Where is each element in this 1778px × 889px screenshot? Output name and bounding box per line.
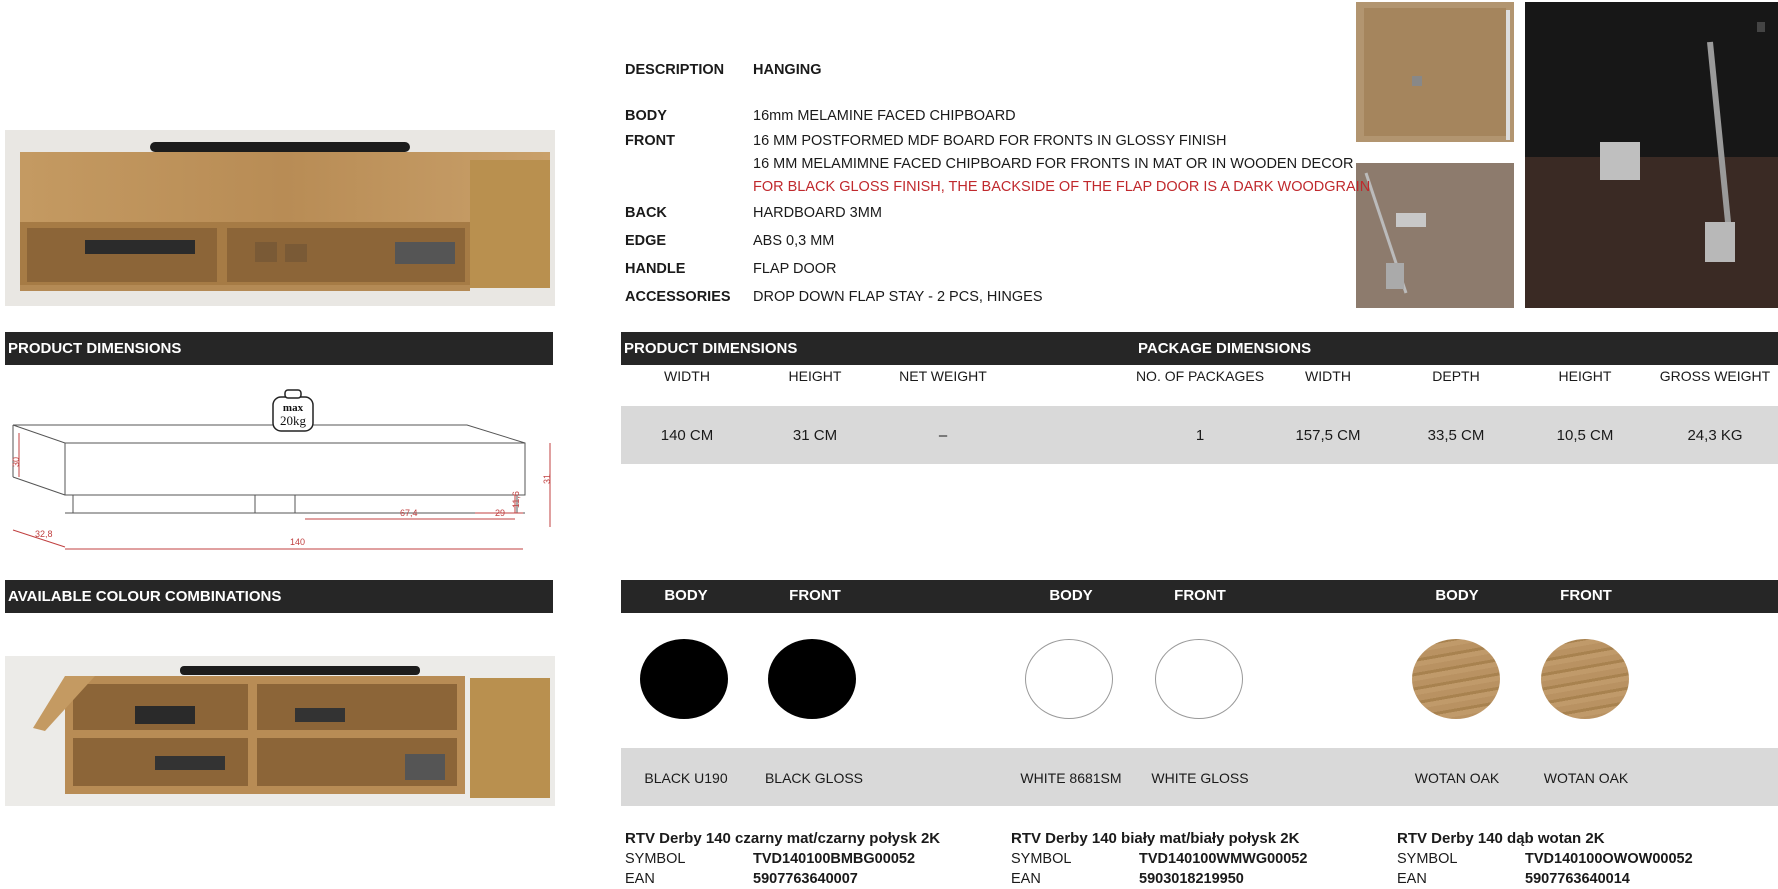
swatch-white-gloss xyxy=(1155,639,1243,719)
colour-name-white-8681sm: WHITE 8681SM xyxy=(1020,770,1122,786)
max-load-badge xyxy=(273,390,313,431)
variant-1-ean-label: EAN xyxy=(625,871,655,887)
col-header-height: HEIGHT xyxy=(788,368,842,384)
dim-label-67-4: 67,4 xyxy=(400,508,418,518)
dimensions-bar xyxy=(621,332,1778,365)
variant-3-ean-label: EAN xyxy=(1397,871,1427,887)
package-dimensions-heading: PACKAGE DIMENSIONS xyxy=(1138,340,1312,357)
col-header-packages: NO. OF PACKAGES xyxy=(1135,368,1265,384)
spec-key-handle: HANDLE xyxy=(625,261,686,277)
spec-key-description: DESCRIPTION xyxy=(625,62,725,78)
technical-drawing xyxy=(5,385,555,555)
swatch-wotan-oak-front xyxy=(1541,639,1629,719)
spec-value-edge: ABS 0,3 MM xyxy=(753,233,835,249)
col-header-pkg-width: WIDTH xyxy=(1305,368,1351,384)
dim-label-29: 29 xyxy=(495,508,506,518)
value-pkg-depth: 33,5 CM xyxy=(1427,427,1485,444)
max-badge-text: max xyxy=(282,402,304,414)
spec-key-front: FRONT xyxy=(625,133,675,149)
dim-label-31: 31 xyxy=(542,473,552,484)
detail-photo-hinge xyxy=(1525,2,1778,308)
dim-label-32-8: 32,8 xyxy=(35,529,53,539)
spec-value-body: 16mm MELAMINE FACED CHIPBOARD xyxy=(753,108,1016,124)
spec-value-front: 16 MM POSTFORMED MDF BOARD FOR FRONTS IN GLOSSY FINISH xyxy=(753,133,1227,149)
colour-name-black-gloss: BLACK GLOSS xyxy=(764,770,864,786)
variant-1-ean: 5907763640007 xyxy=(753,871,858,887)
spec-key-edge: EDGE xyxy=(625,233,667,249)
col-header-net-weight: NET WEIGHT xyxy=(899,368,987,384)
variant-3-ean: 5907763640014 xyxy=(1525,871,1630,887)
variant-3-symbol-label: SYMBOL xyxy=(1397,851,1458,867)
spec-key-accessories: ACCESSORIES xyxy=(625,289,731,305)
swatch-wotan-oak-body xyxy=(1412,639,1500,719)
variant-3-title: RTV Derby 140 dąb wotan 2K xyxy=(1397,830,1605,847)
colour-header-front-3: FRONT xyxy=(1560,587,1612,604)
variant-1-title: RTV Derby 140 czarny mat/czarny połysk 2K xyxy=(625,830,941,847)
value-net-weight: – xyxy=(938,427,948,444)
spec-key-body: BODY xyxy=(625,108,667,124)
variant-2-ean: 5903018219950 xyxy=(1139,871,1244,887)
swatch-black-gloss xyxy=(768,639,856,719)
colour-name-wotan-oak-body: WOTAN OAK xyxy=(1414,770,1500,786)
colour-header-front-2: FRONT xyxy=(1174,587,1226,604)
product-photo-closed xyxy=(5,130,555,306)
col-header-pkg-depth: DEPTH xyxy=(1432,368,1480,384)
dim-label-140: 140 xyxy=(290,537,306,547)
colour-name-wotan-oak-front: WOTAN OAK xyxy=(1543,770,1629,786)
variant-1-symbol-label: SYMBOL xyxy=(625,851,686,867)
product-photo-open xyxy=(5,656,555,806)
dim-label-30: 30 xyxy=(11,456,21,467)
spec-value-back: HARDBOARD 3MM xyxy=(753,205,882,221)
value-width: 140 CM xyxy=(660,427,714,444)
value-gross-weight: 24,3 KG xyxy=(1687,427,1743,444)
spec-front-note: FOR BLACK GLOSS FINISH, THE BACKSIDE OF THE FLAP DOOR IS A DARK WOODGRAIN xyxy=(753,179,1371,195)
colour-name-black-u190: BLACK U190 xyxy=(644,770,728,786)
spec-value-front-2: 16 MM MELAMIMNE FACED CHIPBOARD FOR FRONTS IN MAT OR IN WOODEN DECOR xyxy=(753,156,1354,172)
detail-photo-flap-stay xyxy=(1356,163,1514,308)
variant-2-symbol-label: SYMBOL xyxy=(1011,851,1072,867)
colour-name-white-gloss: WHITE GLOSS xyxy=(1151,770,1249,786)
colour-header-body-1: BODY xyxy=(664,587,708,604)
dim-label-11-6: 11,6 xyxy=(511,491,521,508)
value-pkg-height: 10,5 CM xyxy=(1556,427,1614,444)
spec-key-back: BACK xyxy=(625,205,667,221)
max-badge-weight: 20kg xyxy=(280,413,306,428)
col-header-pkg-height: HEIGHT xyxy=(1558,368,1612,384)
detail-photo-flap-back xyxy=(1356,2,1514,142)
swatch-white-8681sm xyxy=(1025,639,1113,719)
available-colours-heading: AVAILABLE COLOUR COMBINATIONS xyxy=(5,580,553,613)
colour-header-body-2: BODY xyxy=(1049,587,1093,604)
variant-2-symbol: TVD140100WMWG00052 xyxy=(1139,851,1308,867)
value-pkg-width: 157,5 CM xyxy=(1295,427,1361,444)
spec-value-handle: FLAP DOOR xyxy=(753,261,837,277)
value-height: 31 CM xyxy=(792,427,838,444)
variant-3-symbol: TVD140100OWOW00052 xyxy=(1525,851,1693,867)
col-header-width: WIDTH xyxy=(664,368,710,384)
spec-value-description: HANGING xyxy=(753,62,822,78)
col-header-gross-weight: GROSS WEIGHT xyxy=(1659,368,1771,384)
colour-header-body-3: BODY xyxy=(1435,587,1479,604)
product-dimensions-heading: PRODUCT DIMENSIONS xyxy=(624,340,798,357)
variant-2-ean-label: EAN xyxy=(1011,871,1041,887)
spec-value-accessories: DROP DOWN FLAP STAY - 2 PCS, HINGES xyxy=(753,289,1043,305)
swatch-black-u190 xyxy=(640,639,728,719)
value-packages: 1 xyxy=(1195,427,1205,444)
product-dimensions-heading-left: PRODUCT DIMENSIONS xyxy=(5,332,553,365)
variant-2-title: RTV Derby 140 biały mat/biały połysk 2K xyxy=(1011,830,1300,847)
colour-header-front-1: FRONT xyxy=(789,587,841,604)
variant-1-symbol: TVD140100BMBG00052 xyxy=(753,851,916,867)
